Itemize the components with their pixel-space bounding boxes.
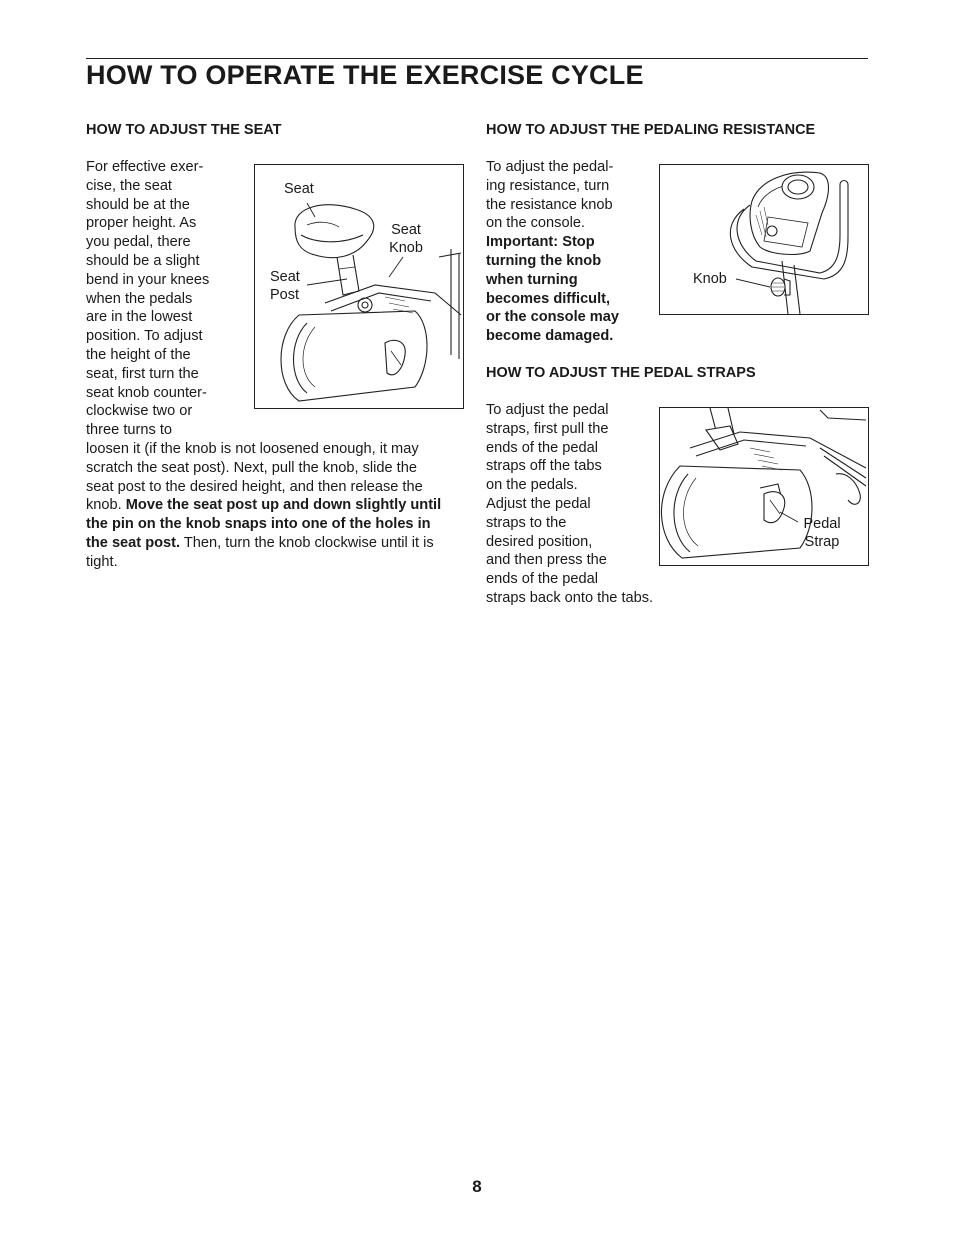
text-line: seat, first turn the — [86, 365, 199, 382]
text-line: seat knob counter- — [86, 384, 207, 401]
bold-text-line: become damaged. — [486, 328, 614, 345]
text-line: Adjust the pedal — [486, 495, 591, 512]
text-line: on the console. — [486, 215, 585, 232]
text-line — [86, 496, 471, 515]
text-line: ends of the pedal — [486, 439, 598, 456]
text-line: scratch the seat post). Next, pull the knob, slide the — [86, 459, 417, 476]
text-line: cise, the seat — [86, 177, 172, 194]
callout-line: Knob — [389, 240, 423, 256]
bold-text-run: the seat post. — [86, 534, 181, 551]
top-rule — [86, 58, 868, 59]
console-illustration — [659, 164, 869, 315]
text-line: straps to the — [486, 514, 567, 531]
page-title: HOW TO OPERATE THE EXERCISE CYCLE — [86, 60, 644, 90]
straps-paragraph — [486, 401, 671, 608]
callout-line: Strap — [804, 534, 840, 550]
text-line: clockwise two or — [86, 403, 193, 420]
text-line: straps back onto the tabs. — [486, 589, 654, 606]
seat-section-heading: HOW TO ADJUST THE SEAT — [86, 122, 282, 138]
text-line: For effective exer- — [86, 159, 204, 175]
seat-illustration — [254, 164, 464, 409]
seat-post-callout — [270, 268, 300, 304]
pedal-strap-illustration — [659, 407, 869, 566]
text-line: To adjust the pedal- — [486, 159, 614, 175]
text-line: should be a slight — [86, 252, 200, 269]
text-line: seat post to the desired height, and then release the — [86, 478, 423, 495]
text-line: you pedal, there — [86, 234, 191, 251]
text-line: three turns to — [86, 422, 172, 439]
bold-text-line: when turning — [486, 271, 578, 288]
text-line: To adjust the pedal — [486, 402, 609, 418]
knob-callout: Knob — [693, 271, 727, 287]
text-line — [86, 515, 471, 534]
text-line: tight. — [86, 553, 118, 570]
straps-section-heading: HOW TO ADJUST THE PEDAL STRAPS — [486, 365, 756, 381]
text-line: and then press the — [486, 552, 607, 569]
text-run: Then, turn the knob clockwise until it is — [180, 534, 434, 551]
callout-line: Seat — [270, 269, 300, 285]
text-line: when the pedals — [86, 290, 193, 307]
seat-knob-callout — [388, 221, 424, 257]
text-line: proper height. As — [86, 215, 197, 232]
resistance-section-heading: HOW TO ADJUST THE PEDALING RESISTANCE — [486, 122, 816, 138]
text-line: loosen it (if the knob is not loosened enough, it may — [86, 441, 419, 457]
text-line: straps off the tabs — [486, 458, 602, 475]
pedal-strap-callout — [801, 515, 843, 551]
text-line: the height of the — [86, 346, 191, 363]
bold-text-run: the pin on the knob snaps into one of the holes in — [86, 516, 431, 533]
bold-text-line: turning the knob — [486, 252, 602, 269]
text-line: bend in your knees — [86, 271, 210, 288]
text-line: straps, first pull the — [486, 420, 609, 437]
bold-text-run: Move the seat post up and down slightly until — [125, 497, 442, 514]
text-line: ing resistance, turn — [486, 177, 610, 194]
resistance-paragraph — [486, 158, 651, 346]
text-line: desired position, — [486, 533, 593, 550]
bold-text-line: becomes difficult, — [486, 290, 611, 307]
text-line — [86, 534, 471, 553]
seat-wide-paragraph — [86, 440, 471, 572]
callout-line: Seat — [391, 222, 421, 238]
bold-text-line: Important: Stop — [486, 234, 595, 251]
text-line: the resistance knob — [486, 196, 613, 213]
console-drawing — [660, 165, 868, 314]
text-line: position. To adjust — [86, 328, 203, 345]
bold-text-line: or the console may — [486, 309, 620, 326]
seat-narrow-paragraph — [86, 158, 246, 440]
callout-line: Pedal — [803, 516, 841, 532]
seat-callout: Seat — [284, 181, 314, 197]
text-line: should be at the — [86, 196, 190, 213]
text-line: are in the lowest — [86, 309, 193, 326]
text-line: ends of the pedal — [486, 571, 598, 588]
callout-line: Post — [270, 287, 300, 303]
page-number: 8 — [472, 1177, 482, 1196]
text-line: on the pedals. — [486, 477, 578, 494]
text-run: knob. — [86, 497, 126, 514]
